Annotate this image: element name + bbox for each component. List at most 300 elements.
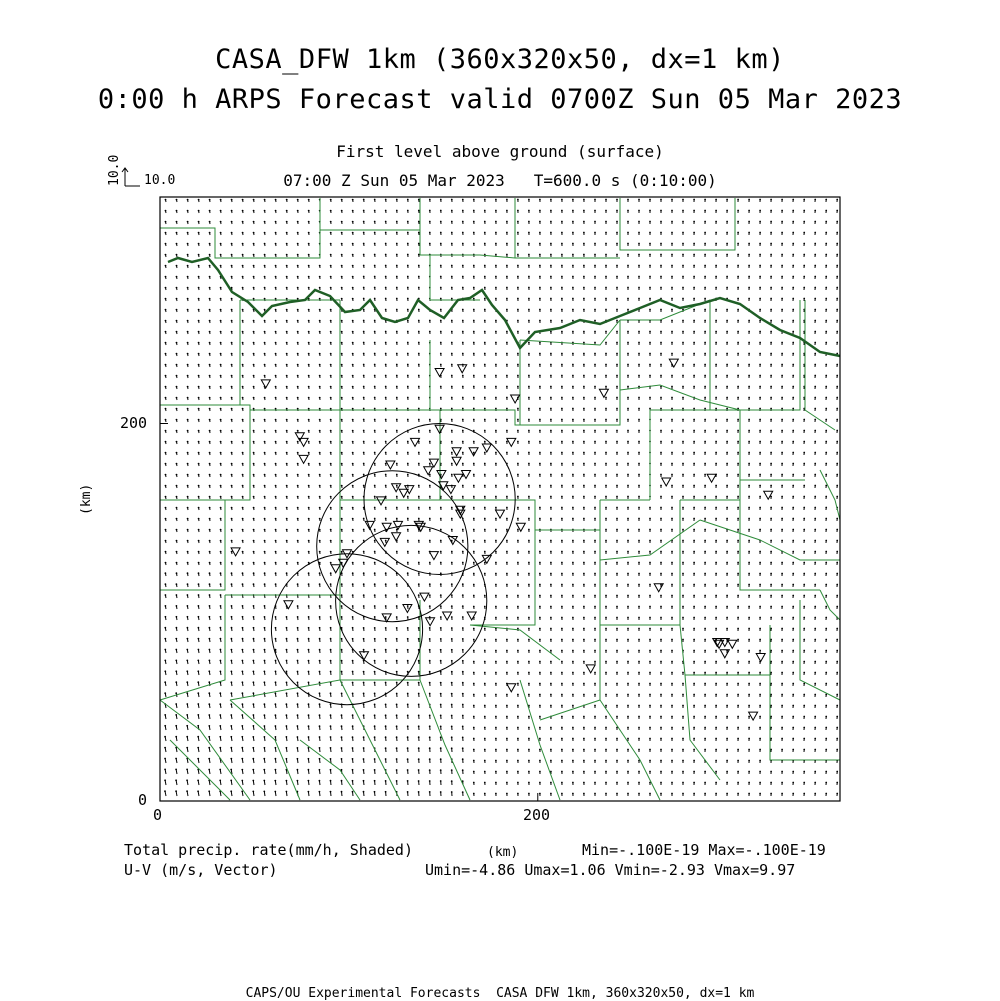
wind-vector-head (429, 232, 431, 234)
wind-vector-head (242, 364, 244, 366)
wind-vector-head (605, 738, 607, 740)
wind-vector-head (242, 572, 244, 574)
wind-vector-head (286, 375, 288, 377)
wind-vector-head (374, 265, 376, 267)
wind-vector-head (616, 694, 618, 696)
wind-vector-head (451, 419, 453, 421)
wind-vector-head (594, 507, 596, 509)
wind-vector-head (451, 791, 453, 793)
wind-vector-head (506, 760, 508, 762)
wind-vector-head (484, 298, 486, 300)
wind-vector-head (440, 199, 442, 201)
wind-vector-head (165, 364, 167, 366)
wind-vector-head (572, 408, 574, 410)
wind-vector-head (297, 758, 299, 760)
wind-vector-head (583, 375, 585, 377)
wind-vector-head (451, 769, 453, 771)
wind-vector-head (220, 605, 222, 607)
wind-vector-head (528, 727, 530, 729)
wind-vector-head (341, 583, 343, 585)
wind-vector-head (484, 452, 486, 454)
wind-vector-head (484, 639, 486, 641)
wind-vector-head (385, 725, 387, 727)
wind-vector-head (341, 364, 343, 366)
wind-vector-head (517, 650, 519, 652)
wind-vector-head (209, 353, 211, 355)
wind-vector-head (219, 780, 221, 782)
wind-vector-head (638, 276, 640, 278)
wind-vector-head (209, 594, 211, 596)
wind-vector-head (506, 672, 508, 674)
wind-vector-head (605, 353, 607, 355)
wind-vector-head (418, 485, 420, 487)
wind-vector-head (583, 496, 585, 498)
wind-vector-head (583, 562, 585, 564)
wind-vector-head (187, 287, 189, 289)
wind-vector-head (396, 769, 398, 771)
wind-vector-head (407, 747, 409, 749)
wind-vector-head (275, 692, 277, 694)
wind-vector-head (594, 441, 596, 443)
wind-vector-head (341, 725, 343, 727)
wind-vector-head (374, 758, 376, 760)
wind-vector-head (418, 254, 420, 256)
wind-vector-head (429, 715, 431, 717)
wind-vector-head (197, 660, 199, 662)
wind-vector-head (495, 254, 497, 256)
wind-vector-head (220, 474, 222, 476)
wind-vector-head (451, 221, 453, 223)
wind-vector-head (473, 452, 475, 454)
wind-vector-head (319, 649, 321, 651)
wind-vector-head (660, 353, 662, 355)
wind-vector-head (396, 583, 398, 585)
wind-vector-head (649, 650, 651, 652)
wind-vector-head (528, 496, 530, 498)
wind-vector-head (462, 747, 464, 749)
wind-vector-head (385, 594, 387, 596)
wind-vector-head (649, 276, 651, 278)
wind-vector-head (605, 672, 607, 674)
wind-vector-head (616, 738, 618, 740)
wind-vector-head (583, 683, 585, 685)
wind-vector-head (363, 386, 365, 388)
wind-vector-head (252, 736, 254, 738)
wind-vector-head (264, 441, 266, 443)
wind-vector-head (583, 298, 585, 300)
wind-vector-head (220, 210, 222, 212)
wind-vector-head (561, 540, 563, 542)
wind-vector-head (252, 747, 254, 749)
wind-vector-head (374, 199, 376, 201)
wind-vector-head (594, 364, 596, 366)
wind-vector-head (209, 583, 211, 585)
wind-vector-head (572, 287, 574, 289)
wind-vector-head (517, 430, 519, 432)
wind-vector-head (264, 529, 266, 531)
wind-vector-head (517, 463, 519, 465)
wind-vector-head (308, 221, 310, 223)
wind-vector-head (473, 551, 475, 553)
wind-vector-head (275, 529, 277, 531)
wind-vector-head (264, 210, 266, 212)
wind-vector-head (407, 452, 409, 454)
wind-vector-head (352, 232, 354, 234)
wind-vector-head (352, 386, 354, 388)
wind-vector-head (495, 540, 497, 542)
wind-vector-head (352, 397, 354, 399)
wind-vector-head (550, 661, 552, 663)
wind-vector-head (616, 793, 618, 795)
wind-vector-head (418, 507, 420, 509)
wind-vector-head (275, 616, 277, 618)
wind-vector-head (605, 650, 607, 652)
wind-vector-head (451, 342, 453, 344)
wind-vector-head (528, 386, 530, 388)
wind-vector-head (164, 638, 166, 640)
wind-vector-head (352, 419, 354, 421)
wind-vector-head (539, 551, 541, 553)
wind-vector-head (440, 693, 442, 695)
wind-vector-head (308, 507, 310, 509)
wind-vector-head (286, 725, 288, 727)
wind-vector-head (231, 364, 233, 366)
wind-vector-head (352, 583, 354, 585)
wind-vector-head (462, 210, 464, 212)
title-line-1: CASA_DFW 1km (360x320x50, dx=1 km) (0, 46, 1000, 73)
wind-vector-head (506, 210, 508, 212)
wind-vector-head (550, 650, 552, 652)
wind-vector-head (473, 309, 475, 311)
wind-vector-head (186, 649, 188, 651)
wind-vector-head (539, 452, 541, 454)
wind-vector-head (561, 320, 563, 322)
wind-vector-head (308, 254, 310, 256)
wind-vector-head (418, 430, 420, 432)
wind-vector-head (649, 298, 651, 300)
wind-vector-head (363, 529, 365, 531)
wind-vector-head (561, 375, 563, 377)
wind-vector-head (164, 649, 166, 651)
wind-vector-head (187, 441, 189, 443)
wind-vector-head (440, 342, 442, 344)
wind-vector-head (286, 342, 288, 344)
wind-vector-head (176, 430, 178, 432)
wind-vector-head (330, 331, 332, 333)
wind-vector-head (561, 749, 563, 751)
wind-vector-head (209, 375, 211, 377)
wind-vector-head (473, 782, 475, 784)
wind-vector-head (616, 353, 618, 355)
wind-vector-head (627, 485, 629, 487)
wind-vector-head (550, 507, 552, 509)
wind-vector-head (462, 737, 464, 739)
wind-vector-head (175, 725, 177, 727)
wind-vector-head (264, 375, 266, 377)
wind-vector-head (517, 793, 519, 795)
wind-vector-head (550, 353, 552, 355)
wind-vector-head (649, 342, 651, 344)
wind-vector-head (209, 485, 211, 487)
wind-vector-head (319, 364, 321, 366)
wind-vector-head (198, 408, 200, 410)
wind-vector-head (451, 408, 453, 410)
wind-vector-head (231, 649, 233, 651)
wind-vector-head (341, 758, 343, 760)
wind-vector-head (583, 793, 585, 795)
wind-vector-head (594, 298, 596, 300)
wind-vector-head (253, 627, 255, 629)
wind-vector-head (462, 309, 464, 311)
wind-vector-head (164, 627, 166, 629)
wind-vector-head (506, 540, 508, 542)
wind-vector-head (627, 672, 629, 674)
wind-vector-head (253, 210, 255, 212)
wind-vector-head (363, 714, 365, 716)
wind-vector-head (286, 780, 288, 782)
wind-vector-head (418, 704, 420, 706)
wind-vector-head (231, 309, 233, 311)
wind-vector-head (572, 639, 574, 641)
wind-vector-head (176, 254, 178, 256)
wind-vector-head (407, 616, 409, 618)
wind-vector-head (231, 463, 233, 465)
time-subtitle: 07:00 Z Sun 05 Mar 2023 T=600.0 s (0:10:00) (0, 173, 1000, 189)
wind-vector-head (561, 496, 563, 498)
wind-vector-head (396, 430, 398, 432)
wind-vector-head (506, 485, 508, 487)
wind-vector-head (396, 441, 398, 443)
wind-vector-head (263, 791, 265, 793)
wind-vector-head (550, 364, 552, 366)
wind-vector-head (186, 714, 188, 716)
wind-vector-head (528, 364, 530, 366)
wind-vector-head (330, 320, 332, 322)
wind-vector-head (220, 627, 222, 629)
wind-vector-head (572, 430, 574, 432)
wind-vector-head (550, 760, 552, 762)
wind-vector-head (198, 529, 200, 531)
wind-vector-head (561, 298, 563, 300)
wind-vector-head (209, 320, 211, 322)
wind-vector-head (572, 485, 574, 487)
wind-vector-head (374, 605, 376, 607)
wind-vector-head (220, 408, 222, 410)
wind-vector-head (660, 221, 662, 223)
wind-vector-head (594, 595, 596, 597)
wind-vector-head (649, 331, 651, 333)
wind-vector-head (286, 430, 288, 432)
wind-vector-head (407, 254, 409, 256)
wind-vector-head (451, 210, 453, 212)
wind-vector-head (297, 452, 299, 454)
wind-vector-head (594, 661, 596, 663)
wind-vector-head (165, 496, 167, 498)
wind-vector-head (330, 353, 332, 355)
wind-vector-head (616, 463, 618, 465)
wind-vector-head (594, 331, 596, 333)
wind-vector-head (297, 320, 299, 322)
wind-vector-head (561, 254, 563, 256)
wind-vector-head (638, 562, 640, 564)
wind-vector-head (385, 562, 387, 564)
wind-vector-head (506, 298, 508, 300)
wind-vector-head (517, 419, 519, 421)
wind-vector-head (407, 320, 409, 322)
wind-vector-head (473, 606, 475, 608)
wind-vector-head (187, 627, 189, 629)
wind-vector-head (473, 210, 475, 212)
wind-vector-head (429, 562, 431, 564)
wind-vector-head (352, 594, 354, 596)
wind-vector-head (385, 714, 387, 716)
wind-vector-head (407, 594, 409, 596)
wind-vector-head (330, 725, 332, 727)
wind-vector-head (308, 703, 310, 705)
wind-vector-head (319, 692, 321, 694)
wind-vector-head (186, 736, 188, 738)
wind-vector-head (561, 672, 563, 674)
wind-vector-head (319, 287, 321, 289)
wind-vector-head (583, 507, 585, 509)
wind-vector-head (352, 298, 354, 300)
wind-vector-head (539, 342, 541, 344)
wind-vector-head (550, 309, 552, 311)
wind-vector-head (176, 375, 178, 377)
wind-vector-head (638, 199, 640, 201)
wind-vector-head (319, 616, 321, 618)
wind-vector-head (198, 364, 200, 366)
wind-vector-head (462, 660, 464, 662)
wind-vector-head (506, 397, 508, 399)
wind-vector-head (253, 232, 255, 234)
wind-vector-head (418, 419, 420, 421)
wind-vector-head (539, 562, 541, 564)
wind-vector-head (418, 463, 420, 465)
wind-vector-head (198, 605, 200, 607)
wind-vector-head (319, 671, 321, 673)
wind-vector-head (198, 287, 200, 289)
wind-vector-head (605, 551, 607, 553)
wind-vector-head (440, 583, 442, 585)
wind-vector-head (572, 562, 574, 564)
wind-vector-head (473, 749, 475, 751)
wind-vector-head (297, 210, 299, 212)
wind-vector-head (484, 650, 486, 652)
wind-vector-head (638, 650, 640, 652)
wind-vector-head (220, 364, 222, 366)
wind-vector-head (209, 342, 211, 344)
wind-vector-head (649, 694, 651, 696)
wind-vector-head (660, 265, 662, 267)
wind-vector-head (528, 749, 530, 751)
wind-vector-head (297, 287, 299, 289)
wind-vector-head (242, 408, 244, 410)
wind-vector-head (319, 419, 321, 421)
wind-vector-head (638, 210, 640, 212)
wind-vector-head (231, 419, 233, 421)
wind-vector-head (396, 736, 398, 738)
wind-vector-head (264, 703, 266, 705)
wind-vector-head (451, 518, 453, 520)
wind-vector-head (583, 738, 585, 740)
wind-vector-head (308, 714, 310, 716)
wind-vector-head (506, 749, 508, 751)
wind-vector-head (440, 265, 442, 267)
wind-vector-head (583, 518, 585, 520)
wind-vector-head (363, 364, 365, 366)
wind-vector-head (550, 265, 552, 267)
wind-vector-head (660, 243, 662, 245)
wind-vector-head (242, 605, 244, 607)
wind-vector-head (286, 408, 288, 410)
wind-vector-head (363, 298, 365, 300)
wind-vector-head (264, 671, 266, 673)
wind-vector-head (363, 342, 365, 344)
wind-vector-head (649, 518, 651, 520)
wind-vector-head (539, 573, 541, 575)
wind-vector-head (451, 430, 453, 432)
wind-vector-head (660, 331, 662, 333)
wind-vector-head (363, 583, 365, 585)
wind-vector-head (583, 661, 585, 663)
wind-vector-head (539, 353, 541, 355)
wind-vector-head (561, 331, 563, 333)
wind-vector-head (396, 780, 398, 782)
wind-vector-head (638, 375, 640, 377)
wind-vector-head (374, 287, 376, 289)
wind-vector-head (197, 714, 199, 716)
wind-vector-head (528, 353, 530, 355)
wind-vector-head (209, 397, 211, 399)
wind-vector-head (198, 616, 200, 618)
wind-vector-head (561, 738, 563, 740)
wind-vector-head (198, 309, 200, 311)
wind-vector-head (473, 265, 475, 267)
wind-vector-head (253, 649, 255, 651)
wind-vector-head (242, 671, 244, 673)
wind-vector-head (605, 716, 607, 718)
wind-vector-head (583, 221, 585, 223)
wind-vector-head (484, 595, 486, 597)
wind-vector-head (308, 682, 310, 684)
wind-vector-head (583, 595, 585, 597)
wind-vector-head (638, 639, 640, 641)
wind-vector-head (473, 595, 475, 597)
wind-vector-head (473, 529, 475, 531)
wind-vector-head (627, 705, 629, 707)
wind-vector-head (572, 441, 574, 443)
wind-vector-head (187, 529, 189, 531)
wind-vector-head (374, 649, 376, 651)
wind-vector-head (396, 232, 398, 234)
wind-vector-head (209, 265, 211, 267)
wind-vector-head (649, 551, 651, 553)
wind-vector-head (572, 199, 574, 201)
wind-vector-head (198, 243, 200, 245)
wind-vector-head (473, 672, 475, 674)
wind-vector-head (561, 419, 563, 421)
wind-vector-head (605, 331, 607, 333)
wind-vector-head (275, 551, 277, 553)
wind-vector-head (330, 452, 332, 454)
wind-vector-head (528, 320, 530, 322)
wind-vector-head (319, 660, 321, 662)
wind-vector-head (231, 452, 233, 454)
wind-vector-head (275, 254, 277, 256)
wind-vector-head (231, 485, 233, 487)
wind-vector-head (616, 408, 618, 410)
